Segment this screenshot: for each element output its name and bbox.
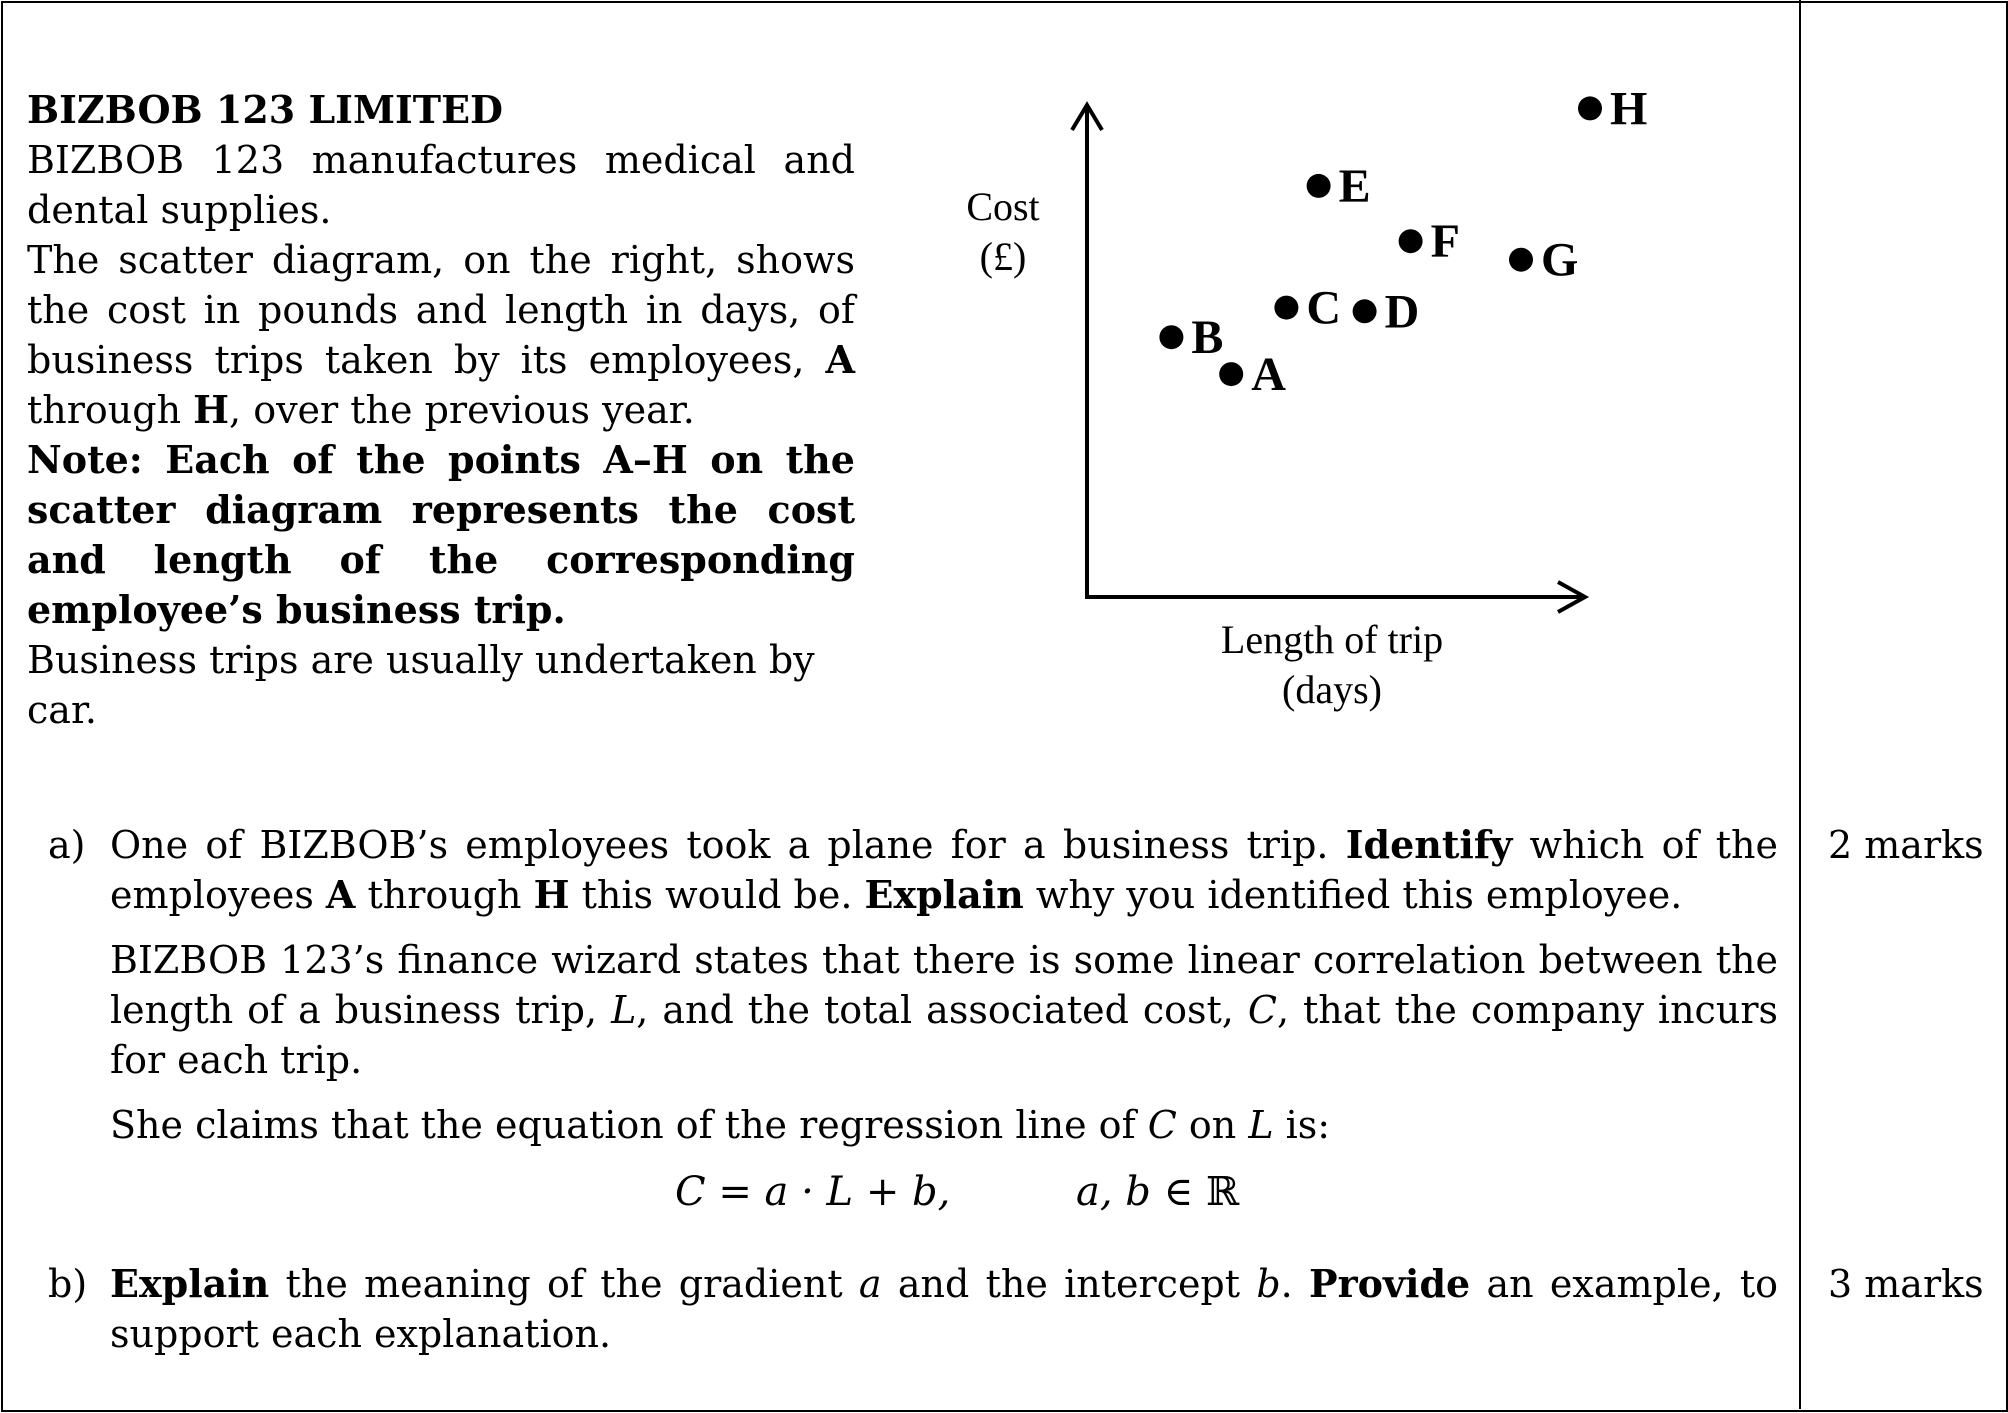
- equation-domain-vars: a, b ∈: [1076, 1169, 1206, 1215]
- point-label-e: E: [1338, 159, 1371, 213]
- question-text: BIZBOB 123’s finance wizard states that there is some linear correlation between the length of a business trip,: [110, 938, 1778, 1032]
- question-b-label: b): [48, 1262, 88, 1306]
- question-b-text: [110, 1259, 1778, 1359]
- question-text-bold: A: [325, 872, 356, 917]
- point-label-f: F: [1430, 215, 1460, 269]
- question-text: which of the employees: [110, 823, 1778, 917]
- case-intro: [27, 85, 855, 735]
- question-text: the meaning of the gradient: [269, 1262, 859, 1306]
- variable-b: b: [1256, 1262, 1281, 1306]
- command-word: Explain: [864, 872, 1024, 917]
- question-a-marks: 2 marks: [1828, 823, 1984, 867]
- intro-paragraph-3: Business trips are usually undertaken by car.: [27, 638, 815, 732]
- question-b: [48, 1259, 1778, 1374]
- question-text: She claims that the equation of the regression line of: [110, 1103, 1148, 1147]
- question-a-body: [110, 820, 1778, 1150]
- question-text: an example, to support each explanation.: [110, 1262, 1779, 1356]
- point-label-g: G: [1541, 233, 1579, 287]
- variable-a: a: [858, 1262, 882, 1306]
- question-b-marks: 3 marks: [1828, 1262, 1984, 1306]
- intro-text: The scatter diagram, on the right, shows the cost in pounds and length in days, of business trips taken by its employees,: [27, 238, 855, 382]
- point-label-a: A: [1251, 348, 1286, 402]
- data-point-b: [1159, 325, 1183, 349]
- question-text: , that the company incurs for each trip.: [110, 988, 1778, 1082]
- point-label-d: D: [1384, 285, 1420, 339]
- point-label-h: H: [1610, 82, 1648, 136]
- question-text: , and the total associated cost,: [636, 988, 1248, 1032]
- question-text: .: [1280, 1262, 1310, 1306]
- data-point-f: [1399, 229, 1423, 253]
- y-axis-label-line-2: (£): [979, 234, 1027, 279]
- y-axis-label-line-1: Cost: [966, 184, 1040, 229]
- x-axis-label-line-1: Length of trip: [1220, 617, 1444, 662]
- command-word: Identify: [1345, 822, 1513, 867]
- question-text: on: [1176, 1103, 1249, 1147]
- intro-text-bold: H: [193, 387, 230, 432]
- data-point-e: [1307, 174, 1331, 198]
- scatter-svg: [940, 82, 1648, 735]
- scatter-diagram: [940, 82, 1648, 735]
- data-point-h: [1578, 96, 1602, 120]
- real-numbers-symbol: ℝ: [1205, 1169, 1240, 1215]
- intro-text: , over the previous year.: [229, 388, 695, 432]
- point-label-c: C: [1306, 281, 1342, 335]
- intro-paragraph-1: BIZBOB 123 manufactures medical and dental supplies.: [27, 138, 855, 232]
- question-a-label: a): [48, 823, 86, 867]
- case-title: BIZBOB 123 LIMITED: [27, 87, 503, 132]
- intro-paragraph-2: [27, 235, 855, 435]
- intro-text-bold: A: [825, 337, 855, 382]
- question-text: One of BIZBOB’s employees took a plane for a business trip.: [110, 823, 1346, 867]
- question-text-bold: H: [533, 872, 570, 917]
- variable-l: L: [1248, 1103, 1274, 1147]
- data-point-d: [1353, 299, 1377, 323]
- equation-lhs: C = a · L + b,: [675, 1169, 951, 1215]
- command-word: Explain: [110, 1261, 270, 1306]
- variable-c: C: [1247, 988, 1277, 1032]
- regression-context-text: [110, 935, 1778, 1085]
- question-text: this would be.: [569, 873, 865, 917]
- question-a-text: [110, 820, 1778, 920]
- question-text: and the intercept: [881, 1262, 1257, 1306]
- data-point-a: [1219, 362, 1243, 386]
- command-word: Provide: [1309, 1261, 1471, 1306]
- intro-note: Note: Each of the points A–H on the scatter diagram represents the cost and length of the corresponding employee’s business trip.: [27, 437, 855, 632]
- marks-column-divider: [1799, 0, 1801, 1409]
- points-layer: [1159, 82, 1647, 401]
- regression-claim-text: [110, 1100, 1778, 1150]
- point-label-b: B: [1191, 311, 1224, 365]
- variable-c: C: [1147, 1103, 1177, 1147]
- question-text: why you identified this employee.: [1023, 873, 1683, 917]
- question-b-body: [110, 1259, 1778, 1359]
- intro-text: through: [27, 388, 194, 432]
- data-point-g: [1509, 248, 1533, 272]
- equation-domain: [1076, 1167, 1239, 1217]
- question-text: through: [355, 873, 534, 917]
- variable-l: L: [611, 988, 637, 1032]
- question-a: [48, 820, 1778, 1165]
- x-axis-label-line-2: (days): [1282, 667, 1382, 712]
- data-point-c: [1274, 296, 1298, 320]
- question-text: is:: [1273, 1103, 1331, 1147]
